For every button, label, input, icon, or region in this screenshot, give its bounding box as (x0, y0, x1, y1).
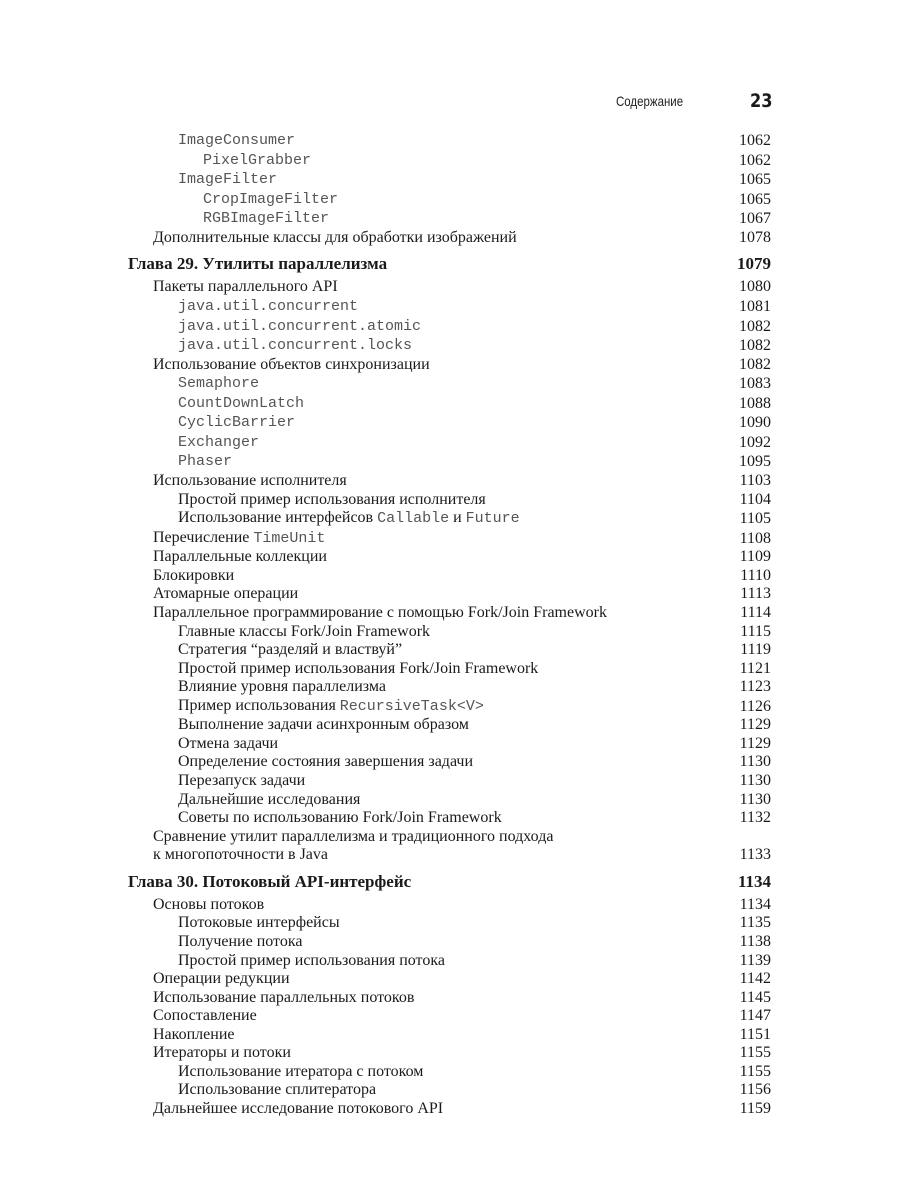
toc-entry-title (128, 567, 234, 586)
toc-entry-title (128, 548, 327, 567)
title-text: Итераторы и потоки (153, 1044, 291, 1062)
toc-page-number: 1065 (739, 171, 771, 189)
toc-entry-title (128, 933, 302, 952)
title-text: Советы по использованию Fork/Join Framework (178, 809, 502, 827)
toc-page-number: 1082 (739, 317, 771, 335)
toc-page-number: 1115 (740, 622, 771, 640)
toc-page-number: 1130 (739, 753, 771, 771)
toc-chapter-entry (128, 872, 771, 892)
code-term: Semaphore (178, 375, 260, 393)
toc-entry (128, 1081, 771, 1100)
toc-page-number: 1079 (737, 254, 771, 274)
toc-entry (128, 374, 771, 394)
code-term: CyclicBarrier (178, 414, 296, 432)
toc-entry (128, 735, 771, 754)
title-text: Накопление (153, 1025, 235, 1043)
toc-entry-title (128, 254, 387, 274)
toc-page-number: 1095 (739, 453, 771, 471)
toc-entry-title (128, 809, 502, 828)
title-text: Сопоставление (153, 1007, 257, 1025)
code-term: Phaser (178, 453, 233, 471)
title-text: Простой пример использования потока (178, 951, 445, 969)
code-term: Exchanger (178, 433, 260, 451)
toc-entry-title (128, 753, 473, 772)
code-term: RecursiveTask<V> (339, 697, 484, 715)
toc-entry (128, 952, 771, 971)
toc-entry-title (128, 989, 414, 1008)
toc-entry-title (128, 1063, 423, 1082)
toc-entry (128, 914, 771, 933)
toc-entry (128, 809, 771, 828)
code-term: Callable (377, 510, 450, 528)
toc-page-number: 1134 (737, 871, 771, 891)
title-text: Глава 30. Потоковый API-интерфейс (128, 871, 412, 891)
toc-entry (128, 548, 771, 567)
toc-entry (128, 1026, 771, 1045)
toc-entry-title (128, 828, 553, 865)
toc-page-number: 1114 (740, 603, 771, 621)
toc-page-number: 1113 (740, 585, 771, 603)
toc-page-number: 1110 (740, 566, 771, 584)
toc-page-number: 1080 (739, 278, 771, 296)
toc-page-number: 1067 (739, 210, 771, 228)
title-text: Простой пример использования Fork/Join Framework (178, 659, 539, 677)
toc-page-number: 1155 (739, 1044, 771, 1062)
code-term: ImageConsumer (178, 132, 296, 149)
toc-entry (128, 623, 771, 642)
toc-page-number: 1130 (739, 790, 771, 808)
toc-page-number: 1129 (739, 734, 771, 752)
toc-page-number: 1147 (739, 1007, 771, 1025)
toc-entry (128, 970, 771, 989)
code-term: CropImageFilter (203, 190, 339, 208)
toc-entry (128, 529, 771, 549)
toc-entry-title (128, 131, 295, 151)
title-text: Простой пример использования исполнителя (178, 490, 486, 508)
toc-page-number: 1151 (739, 1025, 771, 1043)
toc-page-number: 1132 (739, 809, 771, 827)
toc-page-number: 1145 (739, 988, 771, 1006)
toc-page-number: 1123 (739, 678, 771, 696)
toc-entry-title (128, 190, 338, 210)
title-text: Перезапуск задачи (178, 772, 306, 789)
toc-entry-title (128, 317, 421, 337)
toc-entry-title (128, 914, 340, 933)
toc-entry-title (128, 1100, 443, 1119)
toc-entry (128, 491, 771, 510)
toc-entry (128, 933, 771, 952)
toc-entry-title (128, 297, 358, 317)
toc-page-number: 1159 (739, 1100, 771, 1117)
toc-entry-title (128, 1026, 235, 1045)
toc-page-number: 1126 (739, 697, 771, 715)
code-term: CountDownLatch (178, 394, 305, 412)
toc-entry-title (128, 209, 329, 229)
toc-entry-title (128, 641, 402, 660)
toc-page-number: 1156 (739, 1081, 771, 1099)
title-text: Сравнение утилит параллелизма и традиционного подхода к многопоточности в Java (153, 827, 554, 864)
code-term: RGBImageFilter (203, 210, 330, 228)
toc-page-number: 1104 (739, 490, 771, 508)
toc-entry-title (128, 1044, 291, 1063)
toc-page-number: 1062 (739, 151, 771, 169)
toc-entry (128, 828, 771, 865)
toc-entry (128, 641, 771, 660)
toc-entry-title (128, 952, 445, 971)
title-text: и (449, 509, 466, 527)
toc-page-number: 1133 (739, 846, 771, 864)
title-text: Атомарные операции (153, 585, 299, 603)
toc-entry-title (128, 452, 232, 472)
running-header-title: Содержание (616, 93, 684, 109)
toc-entry (128, 433, 771, 453)
toc-entry-title (128, 170, 277, 190)
toc-entry (128, 585, 771, 604)
toc-entry (128, 509, 771, 529)
toc-entry (128, 753, 771, 772)
toc-entry (128, 413, 771, 433)
toc-page-number: 1135 (739, 914, 771, 932)
toc-entry-title (128, 229, 517, 248)
page-number: 23 (749, 90, 772, 112)
toc-entry-title (128, 660, 538, 679)
toc-entry-title (128, 604, 607, 623)
toc-entry-title (128, 585, 298, 604)
toc-entry (128, 1007, 771, 1026)
toc-entry-title (128, 1007, 257, 1026)
toc-page-number: 1088 (739, 394, 771, 412)
toc-entry (128, 989, 771, 1008)
toc-entry (128, 317, 771, 337)
toc-entry-title (128, 356, 430, 375)
toc-page-number: 1082 (739, 355, 771, 373)
toc-entry-title (128, 716, 469, 735)
code-term: PixelGrabber (203, 151, 312, 169)
toc-page-number: 1108 (739, 529, 771, 547)
title-text: Стратегия “разделяй и властвуй” (178, 641, 403, 659)
title-text: Пример использования (178, 696, 340, 714)
title-text: Использование итератора с потоком (178, 1062, 424, 1080)
toc-entry-title (128, 872, 411, 892)
code-term: java.util.concurrent.atomic (178, 317, 422, 335)
toc-page-number: 1129 (739, 716, 771, 734)
toc-entry (128, 716, 771, 735)
toc-entry-title (128, 472, 347, 491)
toc-page-number: 1139 (739, 951, 771, 969)
toc-entry (128, 791, 771, 810)
toc-page-number: 1134 (739, 895, 771, 913)
toc-entry-title (128, 735, 278, 754)
toc-page-number: 1109 (739, 548, 771, 566)
title-text: Потоковые интерфейсы (178, 914, 340, 932)
toc-entry-title (128, 678, 386, 697)
table-of-contents (128, 131, 771, 1119)
toc-entry-title (128, 697, 484, 717)
title-text: Главные классы Fork/Join Framework (178, 622, 431, 640)
toc-page-number: 1121 (739, 659, 771, 677)
title-text: Определение состояния завершения задачи (178, 753, 474, 771)
toc-entry-title (128, 970, 290, 989)
toc-entry (128, 660, 771, 679)
toc-page-number: 1119 (740, 641, 771, 659)
toc-entry-title (128, 278, 338, 297)
toc-page-number: 1078 (739, 228, 771, 246)
title-text: Глава 29. Утилиты параллелизма (128, 254, 388, 274)
toc-entry-title (128, 509, 520, 529)
code-term: TimeUnit (253, 529, 326, 547)
toc-page-number: 1130 (739, 772, 771, 789)
toc-entry-title (128, 433, 259, 453)
toc-entry-title (128, 896, 264, 915)
title-text: Отмена задачи (178, 734, 279, 752)
title-text: Использование объектов синхронизации (153, 355, 430, 373)
toc-entry-title (128, 394, 304, 414)
toc-entry (128, 1044, 771, 1063)
title-text: Использование параллельных потоков (153, 988, 415, 1006)
toc-page-number: 1138 (739, 932, 771, 950)
toc-entry (128, 190, 771, 210)
toc-entry (128, 131, 771, 151)
title-text: Блокировки (153, 566, 235, 584)
code-term: Future (465, 510, 520, 528)
toc-entry (128, 356, 771, 375)
toc-entry-title (128, 413, 295, 433)
toc-entry-title (128, 336, 412, 356)
toc-entry (128, 697, 771, 717)
toc-entry (128, 336, 771, 356)
toc-page-number: 1103 (739, 472, 771, 489)
toc-page-number: 1065 (739, 190, 771, 208)
toc-entry-title (128, 151, 311, 171)
title-text: Параллельные коллекции (153, 548, 327, 566)
toc-entry-title (128, 791, 360, 810)
toc-entry-title (128, 374, 259, 394)
toc-entry (128, 229, 771, 248)
toc-entry (128, 151, 771, 171)
toc-entry-title (128, 529, 325, 549)
title-text: Использование сплитератора (178, 1081, 377, 1099)
title-text: Операции редукции (153, 970, 290, 988)
title-text: Пакеты параллельного API (153, 278, 338, 296)
toc-entry (128, 1100, 771, 1119)
toc-page-number: 1092 (739, 433, 771, 451)
toc-page-number: 1083 (739, 375, 771, 393)
toc-page-number: 1081 (739, 297, 771, 315)
toc-page-number: 1105 (739, 510, 771, 528)
toc-entry-title (128, 491, 486, 510)
code-term: java.util.concurrent (178, 297, 359, 315)
title-text: Использование интерфейсов (178, 509, 378, 527)
title-text: Использование исполнителя (153, 472, 347, 489)
toc-entry (128, 772, 771, 791)
code-term: ImageFilter (178, 171, 278, 189)
toc-entry (128, 209, 771, 229)
title-text: Влияние уровня параллелизма (178, 678, 387, 696)
toc-entry (128, 297, 771, 317)
toc-entry (128, 472, 771, 491)
title-text: Параллельное программирование с помощью Fork/Join Framework (153, 603, 607, 621)
title-text: Дальнейшее исследование потокового API (153, 1100, 444, 1117)
title-text: Перечисление (153, 528, 254, 546)
title-text: Получение потока (178, 932, 303, 950)
toc-page-number: 1090 (739, 414, 771, 432)
toc-entry (128, 896, 771, 915)
title-text: Основы потоков (153, 895, 265, 913)
title-text: Выполнение задачи асинхронным образом (178, 716, 469, 734)
toc-entry (128, 452, 771, 472)
toc-chapter-entry (128, 254, 771, 274)
toc-entry-title (128, 623, 430, 642)
toc-page-number: 1142 (739, 970, 771, 988)
toc-entry (128, 604, 771, 623)
toc-page-number: 1062 (739, 132, 771, 149)
toc-entry (128, 278, 771, 297)
toc-entry (128, 567, 771, 586)
toc-entry-title (128, 1081, 376, 1100)
toc-page-number: 1155 (739, 1062, 771, 1080)
toc-entry (128, 394, 771, 414)
toc-entry (128, 1063, 771, 1082)
toc-entry (128, 678, 771, 697)
code-term: java.util.concurrent.locks (178, 337, 413, 355)
toc-entry-title (128, 772, 305, 791)
title-text: Дальнейшие исследования (178, 790, 361, 808)
title-text: Дополнительные классы для обработки изображений (153, 228, 517, 246)
toc-page-number: 1082 (739, 337, 771, 355)
toc-entry (128, 170, 771, 190)
